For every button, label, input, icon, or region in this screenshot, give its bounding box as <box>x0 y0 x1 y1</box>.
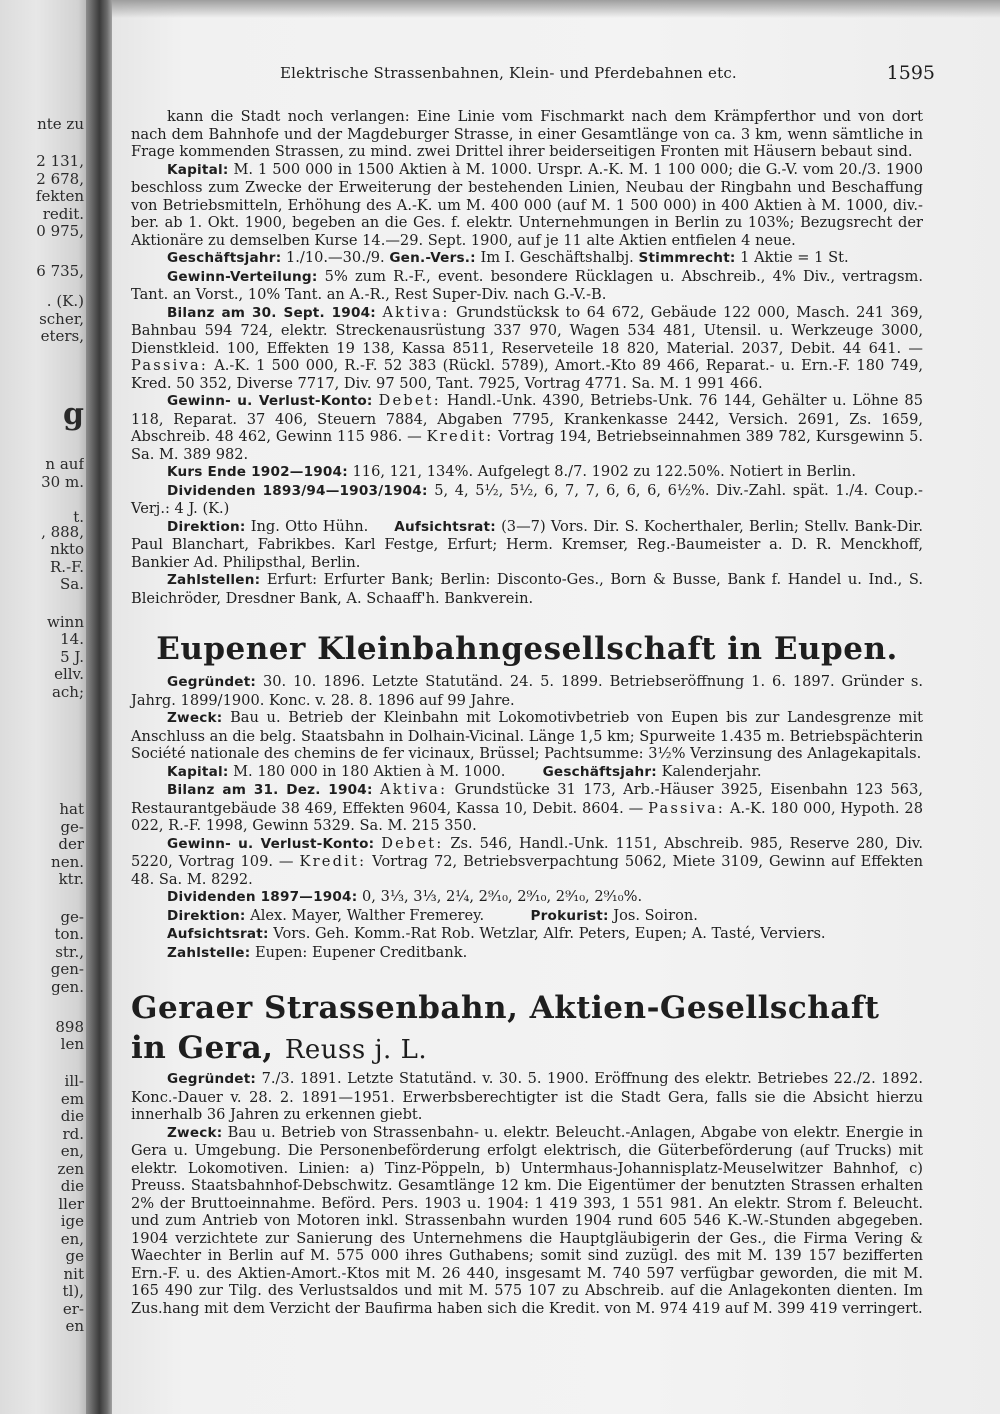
gegruendet-entry <box>131 673 923 709</box>
left-page-text-fragment: R.-F. <box>50 558 84 576</box>
dividenden-entry <box>131 482 923 518</box>
left-page-text-fragment: er- <box>62 1300 84 1318</box>
company-title-eupen: Eupener Kleinbahngesellschaft in Eupen. <box>156 631 898 667</box>
left-page-text-fragment: nen. <box>51 853 84 871</box>
kredit-label: Kredit: <box>299 853 367 870</box>
continuation-paragraph <box>131 108 923 161</box>
gewinn-verteilung-entry <box>131 268 923 304</box>
left-page-text-fragment: nkto <box>50 540 84 558</box>
ar-text: Vors. Geh. Komm.-Rat Rob. Wetzlar, Alfr. Peters, Eupen; A. Tasté, Verviers. <box>273 925 826 942</box>
bilanz-text-aktiva: Grundstücke 31 173, Arb.-Häuser 3925, Eisenbahn 123 563, Restaurantgebäude 38 469, Effekten 9604, Kassa 10, Debit. 8604. — <box>131 781 924 817</box>
gegruendet-entry <box>131 1070 923 1124</box>
zweck-entry <box>131 709 923 763</box>
page-content <box>131 108 923 1317</box>
left-page-text-fragment: winn <box>47 613 84 631</box>
left-page-text-fragment: ller <box>58 1195 84 1213</box>
zahl-label: Zahlstelle: <box>167 944 251 961</box>
left-page-text-fragment: len <box>60 1035 84 1053</box>
gj-label: Geschäftsjahr: <box>167 250 282 266</box>
prok-label: Prokurist: <box>530 907 609 924</box>
kurs-entry <box>131 463 923 482</box>
debet-label: Debet: <box>381 834 444 852</box>
div-label: Dividenden 1897—1904: <box>167 889 358 905</box>
bilanz-entry <box>131 781 923 835</box>
left-page-text-fragment: 0 975, <box>36 222 84 240</box>
dividenden-entry <box>131 888 923 907</box>
left-page-text-fragment: ellv. <box>54 665 84 683</box>
left-page-text-fragment: 14. <box>60 630 84 648</box>
company-title-gera <box>131 988 923 1070</box>
gj-text: Kalenderjahr. <box>661 762 762 780</box>
left-page-text-fragment: t. <box>73 508 84 526</box>
kapital-text: M. 180 000 in 180 Aktien à M. 1000. <box>233 762 506 780</box>
passiva-label: Passiva: <box>131 357 208 374</box>
aktiva-label: Aktiva: <box>382 303 450 321</box>
bilanz-entry <box>131 304 923 393</box>
left-page-text-fragment: gen- <box>50 960 84 978</box>
left-page-text-fragment: , 888, <box>41 523 84 541</box>
zweck-text: Bau u. Betrieb der Kleinbahn mit Lokomotivbetrieb von Eupen bis zur Landesgrenze mit Anschluss an die belg. Staatsbahn in Dolhain-Vicinal. Länge 1,5 km; Spurweite 1.435 m. Betriebspächterin Société nationale des chemins de fer vicinaux, Brüssel; Pachtsumme: 3½% Verzinsung des Anlagekapitals. <box>131 709 923 762</box>
kurs-text: 116, 121, 134%. Aufgelegt 8./7. 1902 zu 122.50%. Notiert in Berlin. <box>352 463 856 480</box>
gegr-text: 7./3. 1891. Letzte Statutänd. v. 30. 5. 1900. Eröffnung des elektr. Betriebes 22./2. 1892. Konc.-Dauer v. 28. 2. 1891—1951. Erwerbsberechtigter ist die Stadt Gera, falls sie die Absicht hierzu innerhalb 36 Jahren zu erkennen giebt. <box>131 1070 923 1123</box>
running-title: Elektrische Strassenbahnen, Klein- und Pferdebahnen etc. <box>280 64 737 82</box>
div-text: 0, 3⅓, 3⅓, 2¼, 2⁹⁄₁₀, 2⁹⁄₁₀, 2⁹⁄₁₀, 2⁹⁄₁₀%. <box>362 888 643 905</box>
guv-text-debet: Handl.-Unk. 4390, Betriebs-Unk. 76 144, Gehälter u. Löhne 85 118, Reparat. 37 406, Steuern 7884, Abgaben 7795, Krankenkasse 2442, Versich. 2691, Zs. 1659, Abschreib. 48 462, Gewinn 115 986. — <box>131 392 924 445</box>
gewinn-label: Gewinn-Verteilung: <box>167 268 318 285</box>
zahlstellen-entry <box>131 571 923 607</box>
left-page-text-fragment: ktr. <box>58 870 84 888</box>
guv-entry <box>131 392 923 463</box>
left-page-text-fragment: ach; <box>51 683 84 701</box>
ar-text: (3—7) Vors. Dir. S. Kocherthaler, Berlin; Stellv. Bank-Dir. Paul Blanchart, Fabrikbes. Karl Festge, Erfurt; Herm. Kremser, Reg.-Baumeister a. D. R. Menckhoff, Bankier Ad. Philipsthal, Berlin. <box>131 517 924 571</box>
debet-label: Debet: <box>378 392 441 409</box>
gera-title-suffix: Reuss j. L. <box>284 1035 428 1065</box>
left-page-text-fragment: rd. <box>62 1125 84 1143</box>
left-page-text-fragment: zen <box>57 1160 84 1178</box>
bilanz-text-passiva: A.-K. 1 500 000, R.-F. 52 383 (Rückl. 5789), Amort.-Kto 89 466, Reparat.- u. Ern.-F. 180 749, Kred. 50 352, Diverse 7717, Div. 97 500, Tant. 7925, Vortrag 4771. Sa. M. 1 991 466. <box>131 357 923 392</box>
kapital-label: Kapital: <box>167 763 229 780</box>
dir-text: Ing. Otto Hühn. <box>250 517 369 535</box>
left-page-text-fragment: fekten <box>35 187 84 205</box>
left-page-text-fragment: Sa. <box>60 575 84 593</box>
gv-text: Im I. Geschäftshalbj. <box>480 249 634 266</box>
direktion-entry <box>131 518 923 572</box>
left-page-text-fragment: g <box>63 398 84 432</box>
zahl-label: Zahlstellen: <box>167 572 261 588</box>
left-page-text-fragment: em <box>60 1090 84 1108</box>
left-page-text-fragment: nte zu <box>37 115 84 133</box>
bilanz-label: Bilanz am 30. Sept. 1904: <box>167 304 376 321</box>
left-page-text-fragment: 2 678, <box>36 170 84 188</box>
dir-label: Direktion: <box>167 907 246 924</box>
ar-label: Aufsichtsrat: <box>394 518 496 535</box>
guv-entry <box>131 835 923 889</box>
zweck-entry <box>131 1124 923 1318</box>
kapital-entry <box>131 161 923 250</box>
left-page-text-fragment: ge- <box>60 908 84 926</box>
aufsichtsrat-entry <box>131 925 923 944</box>
left-page-text-fragment: die <box>60 1107 84 1125</box>
stimm-label: Stimmrecht: <box>638 250 736 266</box>
passiva-label: Passiva: <box>648 799 726 817</box>
left-page-text-fragment: str., <box>55 943 84 961</box>
bilanz-text-aktiva: Grundstücksk to 64 672, Gebäude 122 000, Masch. 241 369, Bahnbau 594 724, elektr. Streckenausrüstung 337 970, Wagen 534 481, Utensil. u. Werkzeuge 3000, Dienstkleid. 100, Effekten 19 138, Kassa 8511, Reserveteile 18 820, Material. 2037, Debit. 44 641. — <box>131 303 924 357</box>
left-page-text-fragment: die <box>60 1177 84 1195</box>
zahl-text: Eupen: Eupener Creditbank. <box>255 943 468 961</box>
left-page-text-fragment: gen. <box>51 978 84 996</box>
left-page-text-fragment: eters, <box>40 327 84 345</box>
left-page-text-fragment: 5 J. <box>60 648 84 666</box>
left-page-text-fragment: tl), <box>62 1282 84 1300</box>
div-text: 5, 4, 5½, 5½, 6, 7, 7, 6, 6, 6, 6½%. Div.-Zahl. spät. 1./4. Coup.-Verj.: 4 J. (K.) <box>131 481 923 517</box>
gegr-label: Gegründet: <box>167 1071 257 1087</box>
left-page-text-fragment: 2 131, <box>36 152 84 170</box>
kurs-label: Kurs Ende 1902—1904: <box>167 464 348 480</box>
left-page-text-fragment: ige <box>60 1212 84 1230</box>
aktiva-label: Aktiva: <box>380 781 448 798</box>
left-page-text-fragment: ton. <box>54 925 84 943</box>
kredit-label: Kredit: <box>426 428 494 445</box>
zahlstelle-entry <box>131 944 923 963</box>
left-page-text-fragment: 30 m. <box>41 473 84 491</box>
left-page-text-fragment: ill- <box>64 1072 84 1090</box>
gj-text: 1./10.—30./9. <box>285 249 385 266</box>
zahl-text: Erfurt: Erfurter Bank; Berlin: Disconto-Ges., Born & Busse, Bank f. Handel u. Ind., S. Bleichröder, Dresdner Bank, A. Schaaff'h. Bankverein. <box>131 571 923 607</box>
gj-label: Geschäftsjahr: <box>542 763 657 780</box>
left-page-text-fragment: 898 <box>55 1018 84 1036</box>
zweck-text: Bau u. Betrieb von Strassenbahn- u. elektr. Beleucht.-Anlagen, Abgabe von elektr. Energie in Gera u. Umgebung. Die Personenbeförderung erfolgt elektrisch, die Güterbeförderung (auf Trucks) mit elektr. Lokomotiven. Linien: a) Tinz-Pöppeln, b) Untermhaus-Johannisplatz-Meuselwitzer Bahnhof, c) Preuss. Staatsbahnhof-Debschwitz. Gesamtlänge 12 km. Die Eigentümer der benutzten Strassen erhalten 2% der Bruttoeinnahme. Beförd. Pers. 1903 u. 1904: 1 419 393, 1 551 981. An elektr. Strom f. Beleucht. und zum Antrieb von Motoren inkl. Strassenbahn wurden 1904 rund 605 546 K.-W.-Stunden abgegeben. 1904 verzichtete zur Sanierung des Unternehmens die Hauptgläubigerin der Ges., die Firma Vering & Waechter in Berlin auf M. 575 000 ihres Guthabens; somit sind zuzügl. des mit M. 139 157 bezifferten Ern.-F. u. des Aktien-Amort.-Ktos mit M. 26 440, insgesamt M. 740 597 verfügbar geworden, die mit M. 165 490 zur Tilg. des Verlustsaldos und mit M. 575 107 zu Abschreib. auf die Anlagekonten dienten. Im Zus.hang mit dem Verzicht der Baufirma haben sich die Kredit. von M. 974 419 auf M. 399 419 verringert. <box>131 1123 924 1317</box>
gera-title-text: Geraer Strassenbahn, Aktien-Gesellschaft in Gera, <box>131 990 880 1066</box>
div-label: Dividenden 1893/94—1903/1904: <box>167 482 428 499</box>
bilanz-label: Bilanz am 31. Dez. 1904: <box>167 782 373 798</box>
left-page-text-fragment: der <box>58 835 84 853</box>
left-page-text-fragment: nit <box>63 1265 84 1283</box>
left-page-text-fragment: 6 735, <box>36 262 84 280</box>
gewinn-text: 5% zum R.-F., event. besondere Rücklagen u. Abschreib., 4% Div., vertragsm. Tant. an Vorst., 10% Tant. an A.-R., Rest Super-Div. nach G.-V.-B. <box>131 267 923 303</box>
gv-label: Gen.-Vers.: <box>389 250 476 266</box>
left-page-text-fragment: redit. <box>42 205 84 223</box>
text: kann die Stadt noch verlangen: Eine Linie vom Fischmarkt nach dem Krämpferthor und von dort nach dem Bahnhofe und der Magdeburger Strasse, in einer Gesamtlänge von ca. 3 km, wenn sämtliche in Frage kommenden Strassen, zu mind. zwei Drittel ihrer beiderseitigen Fronten mit Häusern bebaut sind. <box>131 108 923 160</box>
page-header <box>200 64 935 86</box>
guv-text-kredit: Vortrag 72, Betriebsverpachtung 5062, Miete 3109, Gewinn auf Effekten 48. Sa. M. 8292. <box>131 853 923 888</box>
direktion-entry <box>131 907 923 926</box>
left-page-text-fragment: . (K.) <box>46 292 84 310</box>
zweck-label: Zweck: <box>167 710 223 726</box>
kapital-text: M. 1 500 000 in 1500 Aktien à M. 1000. Urspr. A.-K. M. 1 100 000; die G.-V. vom 20./3. 1900 beschloss zum Zwecke der Erweiterung der bestehenden Linien, Neubau der Ringbahn und Beschaffung von Betriebsmitteln, Erhöhung des A.-K. um M. 400 000 (auf M. 1 500 000) in 400 Aktien à M. 1000, div.-ber. ab 1. Okt. 1900, begeben an die Ges. f. elektr. Unternehmungen in Berlin zu 103%; Bezugsrecht der Aktionäre zu demselben Kurse 14.—29. Sept. 1900, auf je 11 alte Aktien entfielen 4 neue. <box>131 160 924 249</box>
left-page-text-fragment: en, <box>60 1230 84 1248</box>
left-page-text-fragment: en <box>65 1317 84 1335</box>
kapital-entry <box>131 763 923 782</box>
left-page-text-fragment: en, <box>60 1142 84 1160</box>
guv-text-debet: Zs. 546, Handl.-Unk. 1151, Abschreib. 985, Reserve 280, Div. 5220, Vortrag 109. — <box>131 834 924 870</box>
geschaeftsjahr-entry <box>131 249 923 268</box>
dir-label: Direktion: <box>167 518 246 535</box>
page-top-shadow <box>112 0 1000 18</box>
gegr-text: 30. 10. 1896. Letzte Statutänd. 24. 5. 1899. Betriebseröffnung 1. 6. 1897. Gründer s. Jahrg. 1899/1900. Konc. v. 28. 8. 1896 auf 99 Jahre. <box>131 673 923 709</box>
gegr-label: Gegründet: <box>167 674 257 690</box>
left-page-text-fragment: hat <box>59 800 84 818</box>
bilanz-text-passiva: A.-K. 180 000, Hypoth. 28 022, R.-F. 1998, Gewinn 5329. Sa. M. 215 350. <box>131 799 923 834</box>
left-page-fragment <box>0 0 92 1414</box>
left-page-text-fragment: ge- <box>60 818 84 836</box>
stimm-text: 1 Aktie = 1 St. <box>740 249 849 266</box>
left-page-text-fragment: scher, <box>39 310 84 328</box>
guv-text-kredit: Vortrag 194, Betriebseinnahmen 389 782, Kursgewinn 5. Sa. M. 389 982. <box>131 428 924 463</box>
page-number: 1595 <box>886 62 935 84</box>
guv-label: Gewinn- u. Verlust-Konto: <box>167 835 375 852</box>
dir-text: Alex. Mayer, Walther Fremerey. <box>250 906 485 924</box>
ar-label: Aufsichtsrat: <box>167 926 269 942</box>
left-page-text-fragment: ge <box>65 1247 84 1265</box>
prok-text: Jos. Soiron. <box>613 906 698 924</box>
guv-label: Gewinn- u. Verlust-Konto: <box>167 393 373 409</box>
zweck-label: Zweck: <box>167 1124 223 1141</box>
kapital-label: Kapital: <box>167 161 229 178</box>
left-page-text-fragment: n auf <box>45 455 84 473</box>
